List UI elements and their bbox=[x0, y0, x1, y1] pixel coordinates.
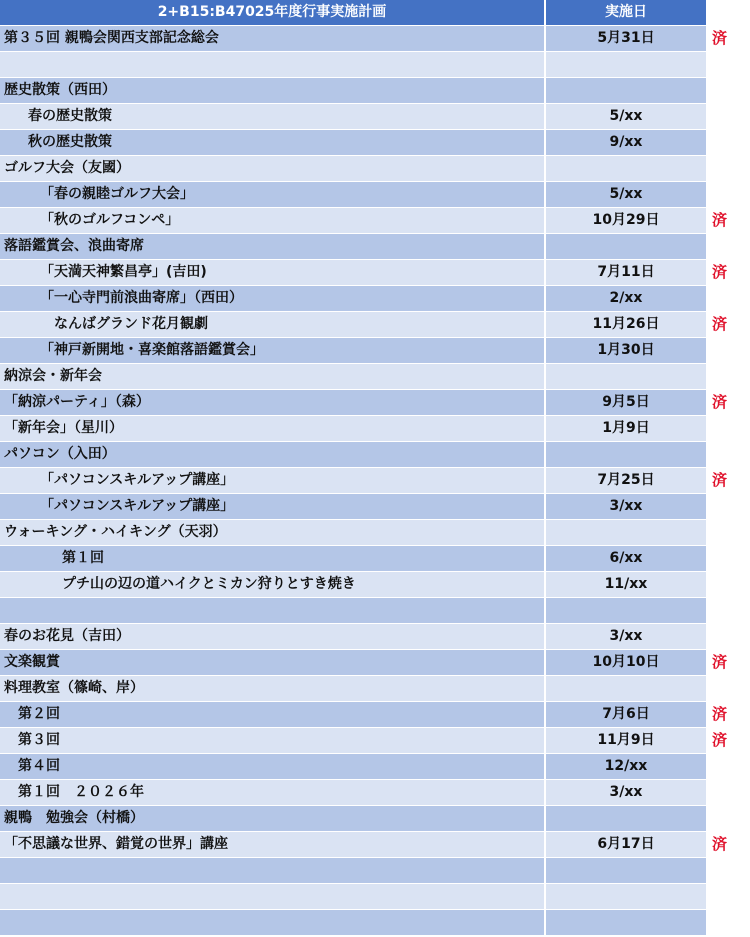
event-date-cell: 10月10日 bbox=[546, 650, 706, 675]
done-mark: 済 bbox=[712, 393, 728, 411]
event-name-cell: 「納涼パーティ」（森） bbox=[0, 390, 544, 415]
event-date-cell: 6/xx bbox=[546, 546, 706, 571]
event-date-cell bbox=[546, 234, 706, 259]
table-row bbox=[0, 468, 750, 494]
done-mark bbox=[710, 182, 750, 207]
event-name-cell: ウォーキング・ハイキング（天羽） bbox=[0, 520, 544, 545]
event-name-cell: 第１回 bbox=[0, 546, 544, 571]
table-row bbox=[0, 728, 750, 754]
event-name-cell: 春の歴史散策 bbox=[0, 104, 544, 129]
event-name-cell: 「天満天神繁昌亭」(吉田) bbox=[0, 260, 544, 285]
event-name-cell: 第４回 bbox=[0, 754, 544, 779]
done-mark: 済 bbox=[712, 211, 728, 229]
table-row bbox=[0, 78, 750, 104]
event-name-cell: パソコン（入田） bbox=[0, 442, 544, 467]
event-name-cell: 落語鑑賞会、浪曲寄席 bbox=[0, 234, 544, 259]
event-date-cell: 5/xx bbox=[546, 104, 706, 129]
event-name-cell bbox=[0, 884, 544, 909]
event-date-cell: 7月11日 bbox=[546, 260, 706, 285]
event-date-cell bbox=[546, 676, 706, 701]
event-date-cell: 11/xx bbox=[546, 572, 706, 597]
table-row bbox=[0, 364, 750, 390]
table-row bbox=[0, 780, 750, 806]
event-name-cell: ゴルフ大会（友國） bbox=[0, 156, 544, 181]
event-name-cell: 「秋のゴルフコンペ」 bbox=[0, 208, 544, 233]
done-mark bbox=[710, 598, 750, 623]
table-row bbox=[0, 832, 750, 858]
event-name-cell: 親鴨 勉強会（村橋） bbox=[0, 806, 544, 831]
event-name-cell: 歴史散策（西田） bbox=[0, 78, 544, 103]
event-name-cell: 第２回 bbox=[0, 702, 544, 727]
table-row bbox=[0, 546, 750, 572]
done-mark bbox=[710, 858, 750, 883]
event-date-cell bbox=[546, 806, 706, 831]
event-date-cell: 9/xx bbox=[546, 130, 706, 155]
done-mark bbox=[710, 130, 750, 155]
event-name-cell: プチ山の辺の道ハイクとミカン狩りとすき焼き bbox=[0, 572, 544, 597]
table-row bbox=[0, 650, 750, 676]
event-date-cell: 11月9日 bbox=[546, 728, 706, 753]
table-row bbox=[0, 26, 750, 52]
done-mark bbox=[710, 572, 750, 597]
table-row bbox=[0, 806, 750, 832]
table-row bbox=[0, 130, 750, 156]
done-mark bbox=[710, 494, 750, 519]
event-name-cell bbox=[0, 858, 544, 883]
event-name-cell: 第３回 bbox=[0, 728, 544, 753]
table-row bbox=[0, 442, 750, 468]
table-row bbox=[0, 884, 750, 910]
table-row bbox=[0, 52, 750, 78]
event-date-cell bbox=[546, 442, 706, 467]
done-mark bbox=[710, 676, 750, 701]
done-mark bbox=[710, 884, 750, 909]
event-name-cell: 春のお花見（吉田） bbox=[0, 624, 544, 649]
done-mark bbox=[710, 104, 750, 129]
table-row bbox=[0, 598, 750, 624]
table-row bbox=[0, 754, 750, 780]
event-date-cell bbox=[546, 910, 706, 935]
event-name-cell: 「神戸新開地・喜楽館落語鑑賞会」 bbox=[0, 338, 544, 363]
event-name-cell: 「パソコンスキルアップ講座」 bbox=[0, 494, 544, 519]
event-date-cell bbox=[546, 78, 706, 103]
table-row bbox=[0, 286, 750, 312]
event-date-cell bbox=[546, 520, 706, 545]
event-date-cell bbox=[546, 858, 706, 883]
event-date-cell: 5/xx bbox=[546, 182, 706, 207]
event-name-cell bbox=[0, 910, 544, 935]
table-row bbox=[0, 572, 750, 598]
event-name-cell: 料理教室（篠崎、岸） bbox=[0, 676, 544, 701]
event-name-cell: なんばグランド花月観劇 bbox=[0, 312, 544, 337]
done-mark: 済 bbox=[712, 835, 728, 853]
event-date-cell: 6月17日 bbox=[546, 832, 706, 857]
event-date-cell bbox=[546, 156, 706, 181]
table-row bbox=[0, 494, 750, 520]
done-mark bbox=[710, 78, 750, 103]
event-date-cell bbox=[546, 364, 706, 389]
table-row bbox=[0, 156, 750, 182]
event-date-cell bbox=[546, 52, 706, 77]
done-mark bbox=[710, 52, 750, 77]
event-date-cell: 2/xx bbox=[546, 286, 706, 311]
event-name-cell: 「パソコンスキルアップ講座」 bbox=[0, 468, 544, 493]
done-mark bbox=[710, 546, 750, 571]
event-date-cell: 3/xx bbox=[546, 780, 706, 805]
event-name-cell: 文楽観賞 bbox=[0, 650, 544, 675]
done-mark bbox=[710, 624, 750, 649]
event-date-cell: 10月29日 bbox=[546, 208, 706, 233]
table-row bbox=[0, 910, 750, 936]
table-row bbox=[0, 338, 750, 364]
table-row bbox=[0, 676, 750, 702]
done-mark bbox=[710, 806, 750, 831]
table-row bbox=[0, 208, 750, 234]
done-mark bbox=[710, 780, 750, 805]
event-name-cell: 納涼会・新年会 bbox=[0, 364, 544, 389]
done-mark bbox=[710, 234, 750, 259]
done-mark bbox=[710, 338, 750, 363]
table-row bbox=[0, 858, 750, 884]
done-mark bbox=[710, 910, 750, 935]
event-date-cell bbox=[546, 884, 706, 909]
event-date-cell: 3/xx bbox=[546, 494, 706, 519]
event-name-cell bbox=[0, 52, 544, 77]
event-date-cell bbox=[546, 598, 706, 623]
done-mark bbox=[710, 442, 750, 467]
event-name-cell: 「春の親睦ゴルフ大会」 bbox=[0, 182, 544, 207]
table-row bbox=[0, 182, 750, 208]
done-mark bbox=[710, 156, 750, 181]
date-column-header: 実施日 bbox=[546, 0, 706, 25]
table-row bbox=[0, 702, 750, 728]
done-mark: 済 bbox=[712, 471, 728, 489]
table-header-row bbox=[0, 0, 750, 26]
table-row bbox=[0, 416, 750, 442]
event-date-cell: 5月31日 bbox=[546, 26, 706, 51]
event-name-cell: 「一心寺門前浪曲寄席」（西田） bbox=[0, 286, 544, 311]
table-body bbox=[0, 26, 750, 936]
done-mark: 済 bbox=[712, 29, 728, 47]
event-name-cell bbox=[0, 598, 544, 623]
event-date-cell: 7月25日 bbox=[546, 468, 706, 493]
table-row bbox=[0, 390, 750, 416]
event-date-cell: 9月5日 bbox=[546, 390, 706, 415]
event-date-cell: 7月6日 bbox=[546, 702, 706, 727]
table-row bbox=[0, 520, 750, 546]
event-name-cell: 第３５回 親鴨会関西支部記念総会 bbox=[0, 26, 544, 51]
event-date-cell: 1月9日 bbox=[546, 416, 706, 441]
done-mark: 済 bbox=[712, 705, 728, 723]
table-row bbox=[0, 260, 750, 286]
done-mark: 済 bbox=[712, 731, 728, 749]
done-mark: 済 bbox=[712, 263, 728, 281]
done-mark bbox=[710, 520, 750, 545]
done-mark: 済 bbox=[712, 315, 728, 333]
done-mark bbox=[710, 286, 750, 311]
event-name-cell: 「不思議な世界、錯覚の世界」講座 bbox=[0, 832, 544, 857]
event-date-cell: 12/xx bbox=[546, 754, 706, 779]
table-row bbox=[0, 312, 750, 338]
table-row bbox=[0, 624, 750, 650]
event-date-cell: 1月30日 bbox=[546, 338, 706, 363]
event-name-cell: 第１回 ２０２６年 bbox=[0, 780, 544, 805]
event-name-cell: 「新年会」（星川） bbox=[0, 416, 544, 441]
done-mark bbox=[710, 364, 750, 389]
event-name-cell: 秋の歴史散策 bbox=[0, 130, 544, 155]
table-row bbox=[0, 234, 750, 260]
done-mark bbox=[710, 754, 750, 779]
table-title: 2+B15:B47025年度行事実施計画 bbox=[0, 0, 544, 25]
table-row bbox=[0, 104, 750, 130]
done-mark: 済 bbox=[712, 653, 728, 671]
done-mark bbox=[710, 416, 750, 441]
event-date-cell: 3/xx bbox=[546, 624, 706, 649]
event-date-cell: 11月26日 bbox=[546, 312, 706, 337]
